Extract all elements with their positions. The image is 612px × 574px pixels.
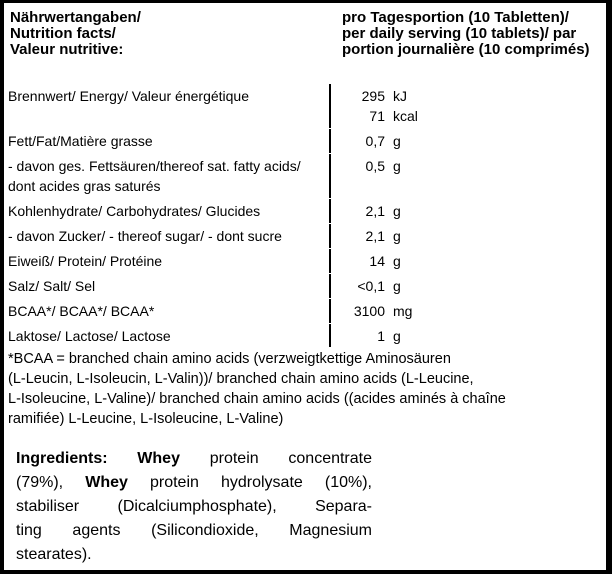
nutrient-value xyxy=(329,324,606,348)
ingredients-line xyxy=(16,495,372,519)
ingredients-line xyxy=(16,447,372,471)
value-line xyxy=(331,276,606,296)
value-unit: g xyxy=(393,228,401,244)
nutrient-row xyxy=(4,224,606,249)
ingredients-bold: Ingredients: Whey xyxy=(16,450,180,467)
nutrient-label-line: Fett/Fat/Matière grasse xyxy=(8,133,153,149)
nutrient-label-line: - davon Zucker/ - thereof sugar/ - dont sucre xyxy=(8,228,282,244)
value-unit: g xyxy=(393,278,401,294)
nutrition-table xyxy=(4,83,606,349)
nutrient-value xyxy=(329,274,606,298)
ingredients-panel xyxy=(4,437,606,570)
nutrient-label-line: Kohlenhydrate/ Carbohydrates/ Glucides xyxy=(8,203,261,219)
header-left-line: Nährwertangaben/ xyxy=(10,9,141,26)
nutrient-row xyxy=(4,324,606,349)
nutrient-row xyxy=(4,154,606,199)
nutrient-value xyxy=(329,199,606,223)
ingredients-text-part: (79%), xyxy=(16,474,86,491)
nutrient-value xyxy=(329,154,606,198)
nutrient-label xyxy=(4,84,329,128)
nutrient-row xyxy=(4,129,606,154)
value-line xyxy=(331,326,606,346)
value-number: 0,7 xyxy=(365,133,385,149)
value-line xyxy=(331,201,606,221)
value-line xyxy=(331,156,606,176)
value-line xyxy=(331,131,606,151)
ingredients-text-part: protein hydrolysate (10%), xyxy=(127,474,373,491)
nutrient-label-line: Salz/ Salt/ Sel xyxy=(8,278,96,294)
nutrient-row xyxy=(4,299,606,324)
ingredients-text-part: stearates). xyxy=(16,546,92,563)
nutrient-label xyxy=(4,224,329,248)
nutrient-label xyxy=(4,249,329,273)
nutrient-label-line: dont acides gras saturés xyxy=(8,178,161,194)
value-number: 2,1 xyxy=(365,203,385,219)
nutrient-label xyxy=(4,324,329,348)
nutrient-label-line: - davon ges. Fettsäuren/thereof sat. fatty acids/ xyxy=(8,158,301,174)
value-unit: g xyxy=(393,158,401,174)
value-number: 71 xyxy=(369,108,385,124)
ingredients-text-part: ting agents (Silicondioxide, Magnesium xyxy=(16,522,372,539)
nutrient-value xyxy=(329,249,606,273)
nutrient-label-line: Laktose/ Lactose/ Lactose xyxy=(8,328,171,344)
header-left-line: Valeur nutritive: xyxy=(10,41,124,58)
ingredients-bold: Whey xyxy=(85,474,128,491)
nutrient-label xyxy=(4,299,329,323)
nutrient-label xyxy=(4,199,329,223)
nutrient-label xyxy=(4,274,329,298)
ingredients-text-part: protein concentrate xyxy=(179,450,372,467)
nutrient-row xyxy=(4,199,606,224)
footnote-line: L-Isoleucine, L-Valine)/ branched chain amino acids ((acides aminés à chaîne xyxy=(8,391,506,407)
bcaa-footnote xyxy=(4,347,606,437)
value-number: 0,5 xyxy=(365,158,385,174)
ingredients-line xyxy=(16,519,372,543)
value-number: 1 xyxy=(377,328,385,344)
nutrient-row xyxy=(4,84,606,129)
header-left-line: Nutrition facts/ xyxy=(10,25,116,42)
value-unit: g xyxy=(393,328,401,344)
value-unit: g xyxy=(393,133,401,149)
header-serving xyxy=(342,10,590,58)
value-unit: mg xyxy=(393,303,413,319)
value-number: <0,1 xyxy=(357,278,385,294)
footnote-line: *BCAA = branched chain amino acids (verzweigtkettige Aminosäuren xyxy=(8,351,451,367)
value-number: 14 xyxy=(369,253,385,269)
footnote-line: ramifiée) L-Leucine, L-Isoleucine, L-Valine) xyxy=(8,411,284,427)
nutrient-row xyxy=(4,274,606,299)
nutrient-label xyxy=(4,154,329,198)
nutrient-row xyxy=(4,249,606,274)
nutrient-value xyxy=(329,129,606,153)
nutrient-label-line: Brennwert/ Energy/ Valeur énergétique xyxy=(8,88,249,104)
nutrient-label-line: BCAA*/ BCAA*/ BCAA* xyxy=(8,303,155,319)
nutrient-value xyxy=(329,224,606,248)
value-unit: kcal xyxy=(393,108,418,124)
value-unit: kJ xyxy=(393,88,407,104)
footnote-line: (L-Leucin, L-Isoleucin, L-Valin))/ branched chain amino acids (L-Leucine, xyxy=(8,371,474,387)
ingredients-text-part: stabiliser (Dicalciumphosphate), Separa- xyxy=(16,498,372,515)
header-right-line: pro Tagesportion (10 Tabletten)/ xyxy=(342,9,569,26)
ingredients-line xyxy=(16,543,372,567)
value-line xyxy=(331,86,606,106)
value-number: 2,1 xyxy=(365,228,385,244)
value-unit: g xyxy=(393,253,401,269)
value-line xyxy=(331,301,606,321)
ingredients-text xyxy=(16,447,372,567)
nutrient-label-line: Eiweiß/ Protein/ Protéine xyxy=(8,253,163,269)
header-title xyxy=(10,10,141,58)
nutrient-value xyxy=(329,299,606,323)
value-unit: g xyxy=(393,203,401,219)
value-number: 3100 xyxy=(353,303,385,319)
value-line xyxy=(331,251,606,271)
nutrient-label xyxy=(4,129,329,153)
ingredients-line xyxy=(16,471,372,495)
value-line xyxy=(331,106,606,126)
header-right-line: per daily serving (10 tablets)/ par xyxy=(342,25,577,42)
value-number: 295 xyxy=(361,88,385,104)
header-right-line: portion journalière (10 comprimés) xyxy=(342,41,590,58)
nutrient-value xyxy=(329,84,606,128)
value-line xyxy=(331,226,606,246)
nutrition-header xyxy=(4,3,606,83)
